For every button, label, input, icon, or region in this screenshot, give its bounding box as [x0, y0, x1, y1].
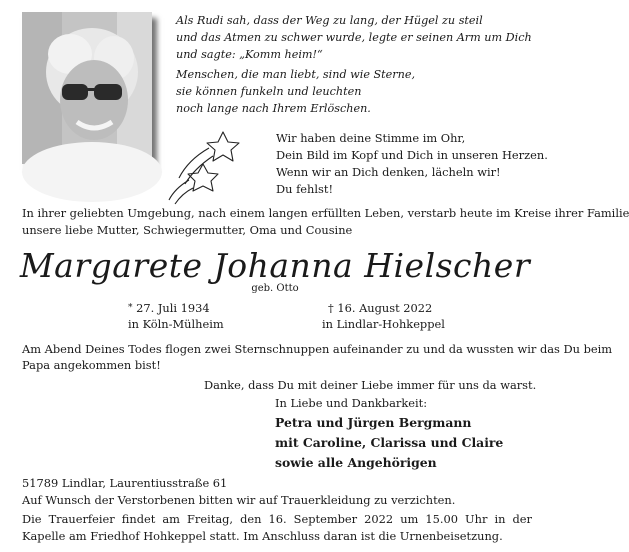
stars-line-2: Papa angekommen bist!: [22, 358, 161, 372]
death-date: [328, 300, 432, 317]
quote-line-1: Wir haben deine Stimme im Ohr,: [276, 131, 466, 145]
thanks-text: Danke, dass Du mit deiner Liebe immer für uns da warst.: [204, 378, 537, 392]
address-text: 51789 Lindlar, Laurentiusstraße 61: [22, 476, 228, 490]
death-date-text: 16. August 2022: [337, 301, 433, 315]
family-line-1: Petra und Jürgen Bergmann: [275, 415, 472, 430]
family-line-3: sowie alle Angehörigen: [275, 455, 437, 470]
poem-line-1: Als Rudi sah, dass der Weg zu lang, der Hügel zu steil: [176, 14, 483, 27]
quote-line-4: Du fehlst!: [276, 182, 334, 196]
portrait-photo: [22, 12, 152, 164]
wish-text: Auf Wunsch der Verstorbenen bitten wir auf Trauerkleidung zu verzichten.: [22, 493, 456, 507]
birth-date-text: 27. Juli 1934: [136, 301, 210, 315]
poem-line-5: sie können funkeln und leuchten: [176, 85, 362, 98]
poem-line-3: und sagte: „Komm heim!“: [176, 48, 323, 61]
signoff-text: In Liebe und Dankbarkeit:: [275, 396, 428, 410]
intro-line-1: In ihrer geliebten Umgebung, nach einem langen erfüllten Leben, verstarb heute im Kreise ihrer Familie: [22, 206, 629, 220]
birth-place: in Köln-Mülheim: [128, 317, 224, 331]
ceremony-text: Die Trauerfeier findet am Freitag, den 16. September 2022 um 15.00 Uhr in der Kapelle am Friedhof Hohkeppel statt. Im Anschluss daran ist die Urnenbeisetzung.: [22, 512, 532, 543]
shooting-stars-icon: [165, 126, 275, 206]
poem-line-6: noch lange nach Ihrem Erlöschen.: [176, 102, 371, 115]
quote-line-2: Dein Bild im Kopf und Dich in unseren Herzen.: [276, 148, 548, 162]
quote-line-3: Wenn wir an Dich denken, lächeln wir!: [276, 165, 501, 179]
maiden-name: geb. Otto: [251, 283, 299, 294]
poem-line-4: Menschen, die man liebt, sind wie Sterne,: [176, 68, 416, 81]
poem-line-2: und das Atmen zu schwer wurde, legte er seinen Arm um Dich: [176, 31, 532, 44]
death-symbol: †: [328, 301, 334, 315]
intro-line-2: unsere liebe Mutter, Schwiegermutter, Oma und Cousine: [22, 223, 353, 237]
portrait-illustration: [22, 12, 152, 164]
deceased-name: Margarete Johanna Hielscher: [19, 246, 531, 285]
stars-line-1: Am Abend Deines Todes flogen zwei Sternschnuppen aufeinander zu und da wussten wir das Du beim: [22, 342, 613, 356]
birth-date: [128, 300, 210, 317]
death-place: in Lindlar-Hohkeppel: [322, 317, 445, 331]
birth-symbol: *: [128, 303, 133, 313]
family-line-2: mit Caroline, Clarissa und Claire: [275, 435, 504, 450]
